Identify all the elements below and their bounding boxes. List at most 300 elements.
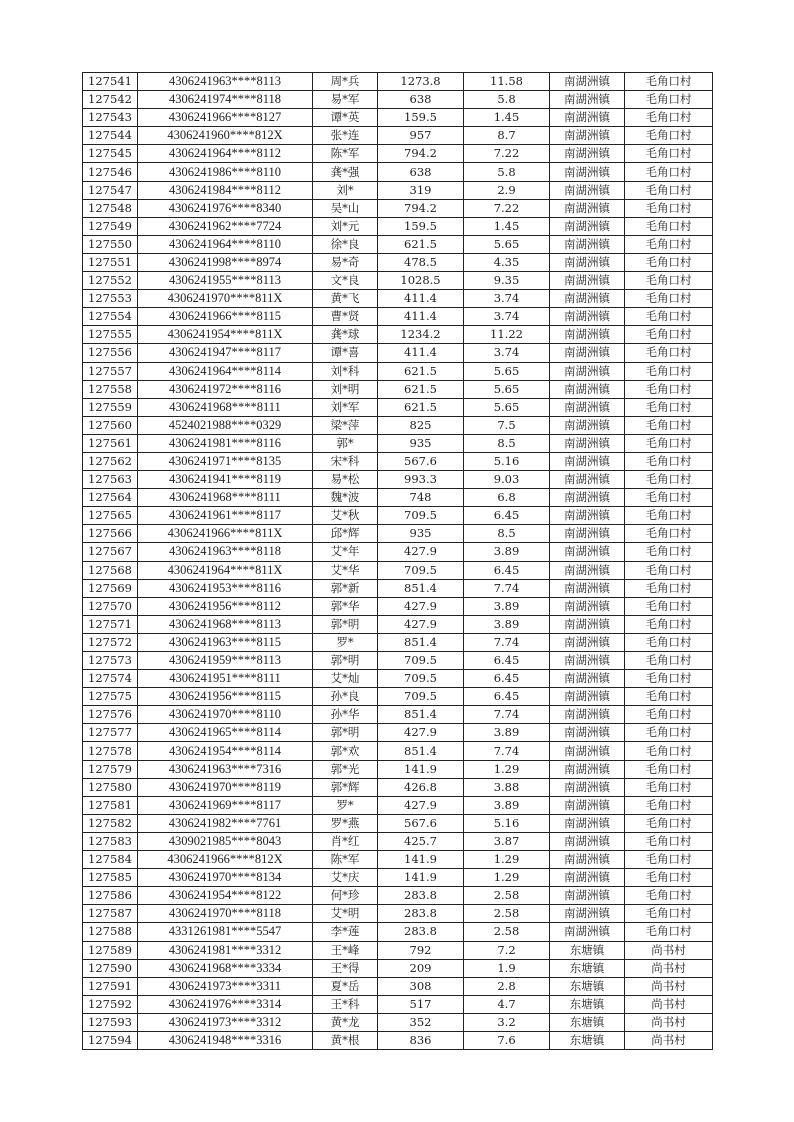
person-name-cell: 梁*萍	[313, 416, 378, 434]
area-cell: 3.89	[464, 615, 550, 633]
table-row	[83, 398, 713, 416]
village-cell: 毛角口村	[625, 272, 713, 290]
village-cell: 毛角口村	[625, 597, 713, 615]
table-row	[83, 525, 713, 543]
village-cell: 毛角口村	[625, 561, 713, 579]
amount-cell: 935	[378, 434, 464, 452]
area-cell: 1.29	[464, 851, 550, 869]
id-card-number-cell: 4306241955****8113	[138, 272, 313, 290]
town-cell: 南湖洲镇	[550, 923, 625, 941]
id-card-number-cell: 4306241968****8111	[138, 398, 313, 416]
town-cell: 南湖洲镇	[550, 109, 625, 127]
amount-cell: 283.8	[378, 923, 464, 941]
id-card-number-cell: 4306241970****8134	[138, 869, 313, 887]
person-name-cell: 孙*良	[313, 688, 378, 706]
amount-cell: 748	[378, 489, 464, 507]
person-name-cell: 易*军	[313, 91, 378, 109]
table-row	[83, 471, 713, 489]
amount-cell: 993.3	[378, 471, 464, 489]
record-id-cell: 127547	[83, 181, 138, 199]
amount-cell: 621.5	[378, 235, 464, 253]
person-name-cell: 刘*明	[313, 380, 378, 398]
record-id-cell: 127574	[83, 670, 138, 688]
amount-cell: 567.6	[378, 452, 464, 470]
person-name-cell: 郭*	[313, 434, 378, 452]
village-cell: 毛角口村	[625, 471, 713, 489]
area-cell: 1.45	[464, 109, 550, 127]
table-row	[83, 724, 713, 742]
person-name-cell: 宋*科	[313, 452, 378, 470]
table-row	[83, 452, 713, 470]
village-cell: 毛角口村	[625, 760, 713, 778]
village-cell: 毛角口村	[625, 326, 713, 344]
area-cell: 3.88	[464, 778, 550, 796]
table-row	[83, 688, 713, 706]
amount-cell: 426.8	[378, 778, 464, 796]
town-cell: 南湖洲镇	[550, 597, 625, 615]
table-row	[83, 1013, 713, 1031]
table-row	[83, 199, 713, 217]
person-name-cell: 艾*明	[313, 905, 378, 923]
table-row	[83, 652, 713, 670]
table-row	[83, 434, 713, 452]
town-cell: 南湖洲镇	[550, 869, 625, 887]
id-card-number-cell: 4306241963****8113	[138, 73, 313, 91]
table-row	[83, 905, 713, 923]
amount-cell: 141.9	[378, 760, 464, 778]
person-name-cell: 罗*燕	[313, 814, 378, 832]
record-id-cell: 127565	[83, 507, 138, 525]
person-name-cell: 郭*明	[313, 724, 378, 742]
area-cell: 1.29	[464, 760, 550, 778]
town-cell: 南湖洲镇	[550, 905, 625, 923]
area-cell: 2.9	[464, 181, 550, 199]
table-row	[83, 380, 713, 398]
person-name-cell: 李*莲	[313, 923, 378, 941]
town-cell: 南湖洲镇	[550, 452, 625, 470]
area-cell: 6.8	[464, 489, 550, 507]
record-id-cell: 127567	[83, 543, 138, 561]
town-cell: 南湖洲镇	[550, 235, 625, 253]
record-id-cell: 127584	[83, 851, 138, 869]
record-id-cell: 127557	[83, 362, 138, 380]
id-card-number-cell: 4306241966****812X	[138, 851, 313, 869]
record-id-cell: 127593	[83, 1013, 138, 1031]
table-row	[83, 489, 713, 507]
person-name-cell: 郭*光	[313, 760, 378, 778]
town-cell: 东塘镇	[550, 1013, 625, 1031]
village-cell: 毛角口村	[625, 127, 713, 145]
amount-cell: 621.5	[378, 362, 464, 380]
area-cell: 5.16	[464, 814, 550, 832]
table-row	[83, 91, 713, 109]
id-card-number-cell: 4306241976****3314	[138, 995, 313, 1013]
area-cell: 3.87	[464, 832, 550, 850]
area-cell: 8.7	[464, 127, 550, 145]
amount-cell: 935	[378, 525, 464, 543]
town-cell: 南湖洲镇	[550, 796, 625, 814]
table-row	[83, 959, 713, 977]
id-card-number-cell: 4306241964****8112	[138, 145, 313, 163]
area-cell: 9.03	[464, 471, 550, 489]
table-row	[83, 995, 713, 1013]
village-cell: 毛角口村	[625, 814, 713, 832]
person-name-cell: 易*奇	[313, 253, 378, 271]
id-card-number-cell: 4306241986****8110	[138, 163, 313, 181]
village-cell: 毛角口村	[625, 145, 713, 163]
amount-cell: 319	[378, 181, 464, 199]
village-cell: 毛角口村	[625, 652, 713, 670]
id-card-number-cell: 4306241964****811X	[138, 561, 313, 579]
town-cell: 南湖洲镇	[550, 543, 625, 561]
village-cell: 毛角口村	[625, 923, 713, 941]
person-name-cell: 吴*山	[313, 199, 378, 217]
id-card-number-cell: 4306241970****8119	[138, 778, 313, 796]
village-cell: 毛角口村	[625, 543, 713, 561]
town-cell: 南湖洲镇	[550, 416, 625, 434]
village-cell: 毛角口村	[625, 253, 713, 271]
town-cell: 东塘镇	[550, 995, 625, 1013]
town-cell: 东塘镇	[550, 941, 625, 959]
area-cell: 2.8	[464, 977, 550, 995]
amount-cell: 851.4	[378, 579, 464, 597]
area-cell: 1.29	[464, 869, 550, 887]
village-cell: 尚书村	[625, 941, 713, 959]
area-cell: 6.45	[464, 688, 550, 706]
area-cell: 3.89	[464, 796, 550, 814]
town-cell: 南湖洲镇	[550, 887, 625, 905]
town-cell: 南湖洲镇	[550, 290, 625, 308]
table-row	[83, 814, 713, 832]
table-row	[83, 923, 713, 941]
village-cell: 毛角口村	[625, 91, 713, 109]
area-cell: 6.45	[464, 652, 550, 670]
id-card-number-cell: 4306241966****8115	[138, 308, 313, 326]
id-card-number-cell: 4306241972****8116	[138, 380, 313, 398]
record-id-cell: 127549	[83, 217, 138, 235]
village-cell: 毛角口村	[625, 380, 713, 398]
id-card-number-cell: 4306241961****8117	[138, 507, 313, 525]
amount-cell: 836	[378, 1031, 464, 1049]
table-row	[83, 290, 713, 308]
person-name-cell: 徐*良	[313, 235, 378, 253]
amount-cell: 621.5	[378, 398, 464, 416]
village-cell: 毛角口村	[625, 832, 713, 850]
amount-cell: 478.5	[378, 253, 464, 271]
town-cell: 南湖洲镇	[550, 253, 625, 271]
record-id-cell: 127590	[83, 959, 138, 977]
town-cell: 南湖洲镇	[550, 163, 625, 181]
amount-cell: 709.5	[378, 652, 464, 670]
table-row	[83, 253, 713, 271]
town-cell: 南湖洲镇	[550, 670, 625, 688]
record-id-cell: 127591	[83, 977, 138, 995]
amount-cell: 141.9	[378, 869, 464, 887]
table-body	[83, 73, 713, 1050]
town-cell: 南湖洲镇	[550, 724, 625, 742]
area-cell: 7.74	[464, 742, 550, 760]
id-card-number-cell: 4306241981****8116	[138, 434, 313, 452]
area-cell: 6.45	[464, 670, 550, 688]
record-id-cell: 127563	[83, 471, 138, 489]
id-card-number-cell: 4306241966****811X	[138, 525, 313, 543]
amount-cell: 709.5	[378, 561, 464, 579]
id-card-number-cell: 4306241947****8117	[138, 344, 313, 362]
village-cell: 毛角口村	[625, 796, 713, 814]
id-card-number-cell: 4306241969****8117	[138, 796, 313, 814]
area-cell: 6.45	[464, 507, 550, 525]
person-name-cell: 罗*	[313, 796, 378, 814]
amount-cell: 427.9	[378, 724, 464, 742]
area-cell: 11.58	[464, 73, 550, 91]
area-cell: 6.45	[464, 561, 550, 579]
area-cell: 3.74	[464, 344, 550, 362]
table-row	[83, 579, 713, 597]
record-id-cell: 127569	[83, 579, 138, 597]
village-cell: 毛角口村	[625, 489, 713, 507]
town-cell: 南湖洲镇	[550, 814, 625, 832]
amount-cell: 567.6	[378, 814, 464, 832]
record-id-cell: 127583	[83, 832, 138, 850]
amount-cell: 709.5	[378, 688, 464, 706]
id-card-number-cell: 4306241998****8974	[138, 253, 313, 271]
town-cell: 南湖洲镇	[550, 127, 625, 145]
record-id-cell: 127592	[83, 995, 138, 1013]
person-name-cell: 肖*红	[313, 832, 378, 850]
area-cell: 7.74	[464, 706, 550, 724]
id-card-number-cell: 4306241963****8118	[138, 543, 313, 561]
amount-cell: 794.2	[378, 145, 464, 163]
village-cell: 毛角口村	[625, 109, 713, 127]
id-card-number-cell: 4331261981****5547	[138, 923, 313, 941]
area-cell: 7.74	[464, 633, 550, 651]
record-id-cell: 127594	[83, 1031, 138, 1049]
table-row	[83, 272, 713, 290]
person-name-cell: 刘*	[313, 181, 378, 199]
town-cell: 南湖洲镇	[550, 145, 625, 163]
person-name-cell: 王*得	[313, 959, 378, 977]
village-cell: 毛角口村	[625, 308, 713, 326]
record-id-cell: 127576	[83, 706, 138, 724]
id-card-number-cell: 4306241968****8113	[138, 615, 313, 633]
town-cell: 南湖洲镇	[550, 688, 625, 706]
table-row	[83, 851, 713, 869]
town-cell: 南湖洲镇	[550, 851, 625, 869]
table-row	[83, 416, 713, 434]
id-card-number-cell: 4309021985****8043	[138, 832, 313, 850]
amount-cell: 851.4	[378, 742, 464, 760]
table-row	[83, 326, 713, 344]
person-name-cell: 刘*军	[313, 398, 378, 416]
record-id-cell: 127548	[83, 199, 138, 217]
town-cell: 南湖洲镇	[550, 832, 625, 850]
record-id-cell: 127587	[83, 905, 138, 923]
table-row	[83, 941, 713, 959]
area-cell: 2.58	[464, 887, 550, 905]
amount-cell: 638	[378, 91, 464, 109]
record-id-cell: 127559	[83, 398, 138, 416]
record-id-cell: 127573	[83, 652, 138, 670]
table-row	[83, 670, 713, 688]
amount-cell: 792	[378, 941, 464, 959]
table-row	[83, 235, 713, 253]
area-cell: 2.58	[464, 905, 550, 923]
record-id-cell: 127571	[83, 615, 138, 633]
area-cell: 2.58	[464, 923, 550, 941]
record-id-cell: 127582	[83, 814, 138, 832]
person-name-cell: 郭*明	[313, 652, 378, 670]
amount-cell: 411.4	[378, 308, 464, 326]
record-id-cell: 127551	[83, 253, 138, 271]
town-cell: 南湖洲镇	[550, 507, 625, 525]
town-cell: 东塘镇	[550, 977, 625, 995]
person-name-cell: 艾*华	[313, 561, 378, 579]
id-card-number-cell: 4306241971****8135	[138, 452, 313, 470]
record-id-cell: 127588	[83, 923, 138, 941]
person-name-cell: 刘*元	[313, 217, 378, 235]
person-name-cell: 王*峰	[313, 941, 378, 959]
person-name-cell: 谭*喜	[313, 344, 378, 362]
village-cell: 毛角口村	[625, 181, 713, 199]
area-cell: 3.89	[464, 597, 550, 615]
record-id-cell: 127589	[83, 941, 138, 959]
person-name-cell: 陈*军	[313, 851, 378, 869]
record-id-cell: 127585	[83, 869, 138, 887]
village-cell: 毛角口村	[625, 688, 713, 706]
table-row	[83, 1031, 713, 1049]
area-cell: 7.74	[464, 579, 550, 597]
area-cell: 7.22	[464, 145, 550, 163]
amount-cell: 794.2	[378, 199, 464, 217]
data-table	[82, 72, 713, 1050]
amount-cell: 308	[378, 977, 464, 995]
town-cell: 南湖洲镇	[550, 199, 625, 217]
village-cell: 毛角口村	[625, 724, 713, 742]
village-cell: 毛角口村	[625, 579, 713, 597]
id-card-number-cell: 4306241964****8114	[138, 362, 313, 380]
town-cell: 南湖洲镇	[550, 615, 625, 633]
id-card-number-cell: 4306241966****8127	[138, 109, 313, 127]
id-card-number-cell: 4306241981****3312	[138, 941, 313, 959]
person-name-cell: 孙*华	[313, 706, 378, 724]
record-id-cell: 127543	[83, 109, 138, 127]
area-cell: 7.5	[464, 416, 550, 434]
town-cell: 南湖洲镇	[550, 91, 625, 109]
record-id-cell: 127560	[83, 416, 138, 434]
record-id-cell: 127578	[83, 742, 138, 760]
area-cell: 1.45	[464, 217, 550, 235]
area-cell: 3.74	[464, 290, 550, 308]
id-card-number-cell: 4306241965****8114	[138, 724, 313, 742]
person-name-cell: 郭*欢	[313, 742, 378, 760]
record-id-cell: 127577	[83, 724, 138, 742]
area-cell: 5.65	[464, 398, 550, 416]
id-card-number-cell: 4306241973****3311	[138, 977, 313, 995]
person-name-cell: 艾*庆	[313, 869, 378, 887]
record-id-cell: 127579	[83, 760, 138, 778]
town-cell: 南湖洲镇	[550, 308, 625, 326]
area-cell: 3.89	[464, 543, 550, 561]
village-cell: 毛角口村	[625, 344, 713, 362]
area-cell: 11.22	[464, 326, 550, 344]
id-card-number-cell: 4306241954****811X	[138, 326, 313, 344]
id-card-number-cell: 4306241984****8112	[138, 181, 313, 199]
record-id-cell: 127568	[83, 561, 138, 579]
id-card-number-cell: 4306241982****7761	[138, 814, 313, 832]
table-row	[83, 181, 713, 199]
town-cell: 南湖洲镇	[550, 652, 625, 670]
id-card-number-cell: 4524021988****0329	[138, 416, 313, 434]
village-cell: 毛角口村	[625, 217, 713, 235]
table-row	[83, 977, 713, 995]
amount-cell: 851.4	[378, 706, 464, 724]
table-row	[83, 163, 713, 181]
town-cell: 南湖洲镇	[550, 344, 625, 362]
amount-cell: 425.7	[378, 832, 464, 850]
town-cell: 南湖洲镇	[550, 380, 625, 398]
village-cell: 毛角口村	[625, 615, 713, 633]
village-cell: 毛角口村	[625, 290, 713, 308]
record-id-cell: 127550	[83, 235, 138, 253]
town-cell: 南湖洲镇	[550, 579, 625, 597]
record-id-cell: 127546	[83, 163, 138, 181]
person-name-cell: 郭*明	[313, 615, 378, 633]
table-row	[83, 217, 713, 235]
person-name-cell: 谭*英	[313, 109, 378, 127]
table-row	[83, 887, 713, 905]
amount-cell: 709.5	[378, 507, 464, 525]
area-cell: 5.8	[464, 91, 550, 109]
town-cell: 南湖洲镇	[550, 398, 625, 416]
person-name-cell: 易*松	[313, 471, 378, 489]
id-card-number-cell: 4306241959****8113	[138, 652, 313, 670]
village-cell: 毛角口村	[625, 742, 713, 760]
record-id-cell: 127566	[83, 525, 138, 543]
record-id-cell: 127552	[83, 272, 138, 290]
person-name-cell: 夏*岳	[313, 977, 378, 995]
town-cell: 南湖洲镇	[550, 217, 625, 235]
town-cell: 南湖洲镇	[550, 471, 625, 489]
amount-cell: 638	[378, 163, 464, 181]
area-cell: 4.35	[464, 253, 550, 271]
village-cell: 尚书村	[625, 1031, 713, 1049]
amount-cell: 1234.2	[378, 326, 464, 344]
amount-cell: 427.9	[378, 796, 464, 814]
person-name-cell: 艾*灿	[313, 670, 378, 688]
area-cell: 8.5	[464, 525, 550, 543]
village-cell: 毛角口村	[625, 452, 713, 470]
amount-cell: 709.5	[378, 670, 464, 688]
table-row	[83, 796, 713, 814]
town-cell: 南湖洲镇	[550, 362, 625, 380]
area-cell: 5.65	[464, 235, 550, 253]
table-row	[83, 543, 713, 561]
amount-cell: 283.8	[378, 905, 464, 923]
id-card-number-cell: 4306241951****8111	[138, 670, 313, 688]
person-name-cell: 曹*贤	[313, 308, 378, 326]
village-cell: 毛角口村	[625, 235, 713, 253]
table-row	[83, 760, 713, 778]
person-name-cell: 文*良	[313, 272, 378, 290]
area-cell: 3.74	[464, 308, 550, 326]
village-cell: 尚书村	[625, 995, 713, 1013]
id-card-number-cell: 4306241968****3334	[138, 959, 313, 977]
table-row	[83, 778, 713, 796]
id-card-number-cell: 4306241973****3312	[138, 1013, 313, 1031]
id-card-number-cell: 4306241964****8110	[138, 235, 313, 253]
record-id-cell: 127558	[83, 380, 138, 398]
amount-cell: 411.4	[378, 290, 464, 308]
